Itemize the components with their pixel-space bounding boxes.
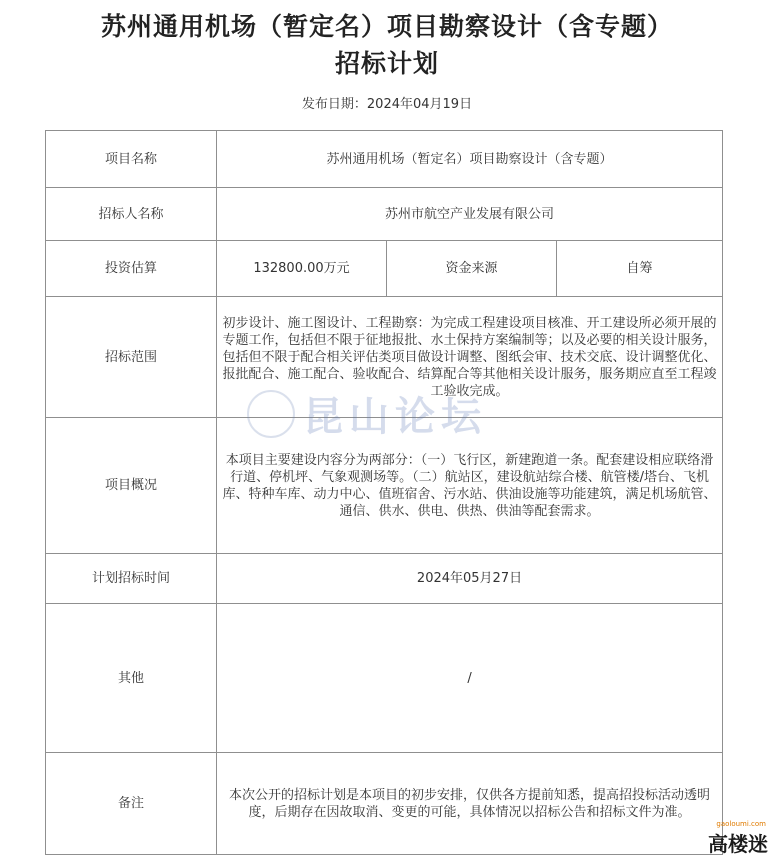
table-row	[46, 753, 723, 855]
table-row	[46, 241, 723, 297]
site-logo-url: gaoloumi.com	[716, 820, 766, 828]
overview-label: 项目概况	[46, 418, 217, 554]
investment-label: 投资估算	[46, 241, 217, 297]
site-logo	[708, 820, 768, 857]
scope-value: 初步设计、施工图设计、工程勘察：为完成工程建设项目核准、开工建设所必须开展的专题工作，包括但不限于征地报批、水土保持方案编制等；以及必要的相关设计服务，包括但不限于配合相关评估类项目做设计调整、图纸会审、技术交底、设计调整优化、报批配合、施工配合、验收配合、结算配合等其他相关设计服务，服务期应直至工程竣工验收完成。	[217, 297, 723, 418]
tender-plan-table	[45, 130, 723, 855]
remark-label: 备注	[46, 753, 217, 855]
table-row	[46, 188, 723, 241]
page-title	[0, 8, 774, 82]
overview-value: 本项目主要建设内容分为两部分：（一）飞行区，新建跑道一条。配套建设相应联络滑行道、停机坪、气象观测场等。（二）航站区，建设航站综合楼、航管楼/塔台、飞机库、特种车库、动力中心、值班宿舍、污水站、供油设施等功能建筑，满足机场航管、通信、供水、供电、供热、供油等配套需求。	[217, 418, 723, 554]
site-logo-text: 高楼迷	[708, 832, 768, 856]
fund-source-label: 资金来源	[387, 241, 557, 297]
table-row	[46, 554, 723, 604]
fund-source-value: 自筹	[557, 241, 723, 297]
project-name-label: 项目名称	[46, 131, 217, 188]
remark-value: 本次公开的招标计划是本项目的初步安排，仅供各方提前知悉，提高招投标活动透明度，后期存在因故取消、变更的可能，具体情况以招标公告和招标文件为准。	[217, 753, 723, 855]
title-line-2: 招标计划	[334, 49, 439, 78]
plan-time-value: 2024年05月27日	[217, 554, 723, 604]
table-row	[46, 297, 723, 418]
publish-date: 发布日期：2024年04月19日	[301, 97, 473, 112]
table-row	[46, 604, 723, 753]
investment-value: 132800.00万元	[217, 241, 387, 297]
other-value: /	[217, 604, 723, 753]
table-row	[46, 131, 723, 188]
other-label: 其他	[46, 604, 217, 753]
scope-label: 招标范围	[46, 297, 217, 418]
watermark-text: 昆山论坛	[303, 393, 487, 440]
title-line-1: 苏州通用机场（暂定名）项目勘察设计（含专题）	[100, 12, 673, 41]
tenderer-label: 招标人名称	[46, 188, 217, 241]
project-name-value: 苏州通用机场（暂定名）项目勘察设计（含专题）	[217, 131, 723, 188]
table-row	[46, 418, 723, 554]
tenderer-value: 苏州市航空产业发展有限公司	[217, 188, 723, 241]
plan-time-label: 计划招标时间	[46, 554, 217, 604]
